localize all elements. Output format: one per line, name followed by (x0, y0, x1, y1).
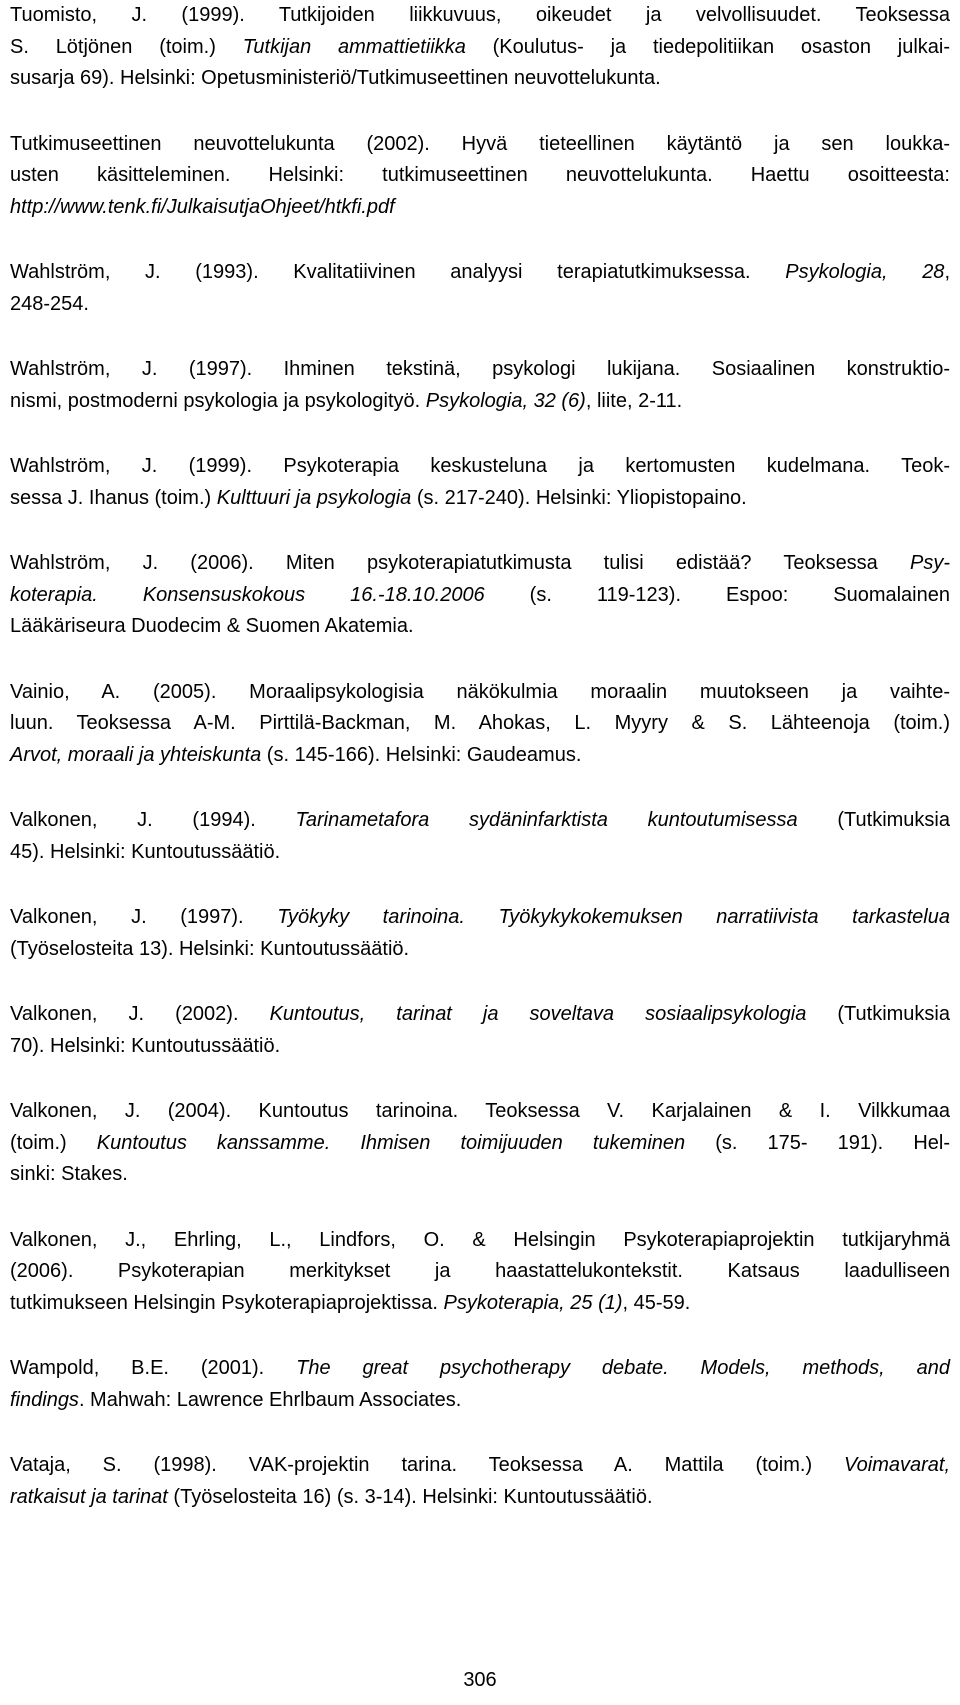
reference-line (10, 1288, 950, 1320)
reference-text: . Mahwah: Lawrence Ehrlbaum Associates. (78, 1388, 462, 1411)
reference-line (10, 1096, 950, 1128)
reference-line (10, 805, 950, 837)
italic-title-text: Psykologia, 28 (785, 261, 945, 283)
reference-spacer (10, 1319, 950, 1353)
reference-line (10, 999, 950, 1031)
reference-entry (10, 677, 950, 772)
reference-entry (10, 129, 950, 224)
reference-text: tutkimukseen Helsingin Psykoterapiaprojektissa. (10, 1291, 444, 1314)
reference-line (10, 1353, 950, 1385)
reference-entry (10, 451, 950, 514)
reference-line (10, 160, 950, 192)
reference-text: luun. Teoksessa A-M. Pirttilä-Backman, M. Ahokas, L. Myyry & S. Lähteenoja (toim.) (10, 712, 950, 734)
reference-text: 248-254. (10, 292, 89, 315)
reference-text: Valkonen, J. (2004). Kuntoutus tarinoina. Teoksessa V. Karjalainen & I. Vilkkumaa (10, 1100, 950, 1122)
italic-title-text: Työkyky tarinoina. Työkykykokemuksen narratiivista tarkastelua (277, 906, 950, 928)
italic-title-text: Kuntoutus, tarinat ja soveltava sosiaalipsykologia (269, 1003, 807, 1025)
reference-text: , 45-59. (622, 1291, 691, 1314)
italic-title-text: Tarinametafora sydäninfarktista kuntoutumisessa (295, 809, 798, 831)
reference-text: Valkonen, J. (1994). (10, 809, 296, 831)
reference-entry (10, 257, 950, 320)
reference-text: Tuomisto, J. (1999). Tutkijoiden liikkuvuus, oikeudet ja velvollisuudet. Teoksessa (10, 4, 950, 26)
reference-text: 45). Helsinki: Kuntoutussäätiö. (10, 840, 281, 863)
reference-text: Wahlström, J. (1999). Psykoterapia keskusteluna ja kertomusten kudelmana. Teok- (10, 455, 950, 477)
reference-line (10, 192, 950, 224)
reference-text: nismi, postmoderni psykologia ja psykologityö. (10, 389, 426, 412)
italic-title-text: Psy- (910, 552, 950, 574)
reference-text: sessa J. Ihanus (toim.) (10, 486, 217, 509)
reference-text: (Koulutus- ja tiedepolitiikan osaston julkai- (465, 35, 951, 58)
reference-text: sinki: Stakes. (10, 1163, 128, 1185)
reference-line (10, 1128, 950, 1160)
reference-entry (10, 902, 950, 965)
reference-line (10, 483, 950, 515)
reference-list (10, 0, 950, 1513)
reference-line (10, 1256, 950, 1288)
reference-entry (10, 354, 950, 417)
reference-entry (10, 0, 950, 95)
reference-line (10, 580, 950, 612)
reference-spacer (10, 95, 950, 129)
italic-title-text: Psykoterapia, 25 (1) (443, 1291, 623, 1314)
italic-title-text: The great psychotherapy debate. Models, methods, and (296, 1357, 950, 1379)
reference-spacer (10, 643, 950, 677)
reference-text: (Työselosteita 16) (s. 3-14). Helsinki: Kuntoutussäätiö. (167, 1485, 653, 1508)
page-number: 306 (463, 1669, 497, 1691)
italic-title-text: Kuntoutus kanssamme. Ihmisen toimijuuden tukeminen (96, 1131, 686, 1154)
italic-title-text: http://www.tenk.fi/JulkaisutjaOhjeet/htkfi.pdf (10, 195, 395, 218)
reference-text: (Työselosteita 13). Helsinki: Kuntoutussäätiö. (10, 937, 410, 960)
reference-text: (s. 175- 191). Hel- (685, 1131, 950, 1154)
italic-title-text: Psykologia, 32 (6) (425, 389, 586, 412)
reference-entry (10, 1225, 950, 1320)
reference-text: (s. 145-166). Helsinki: Gaudeamus. (261, 743, 582, 766)
reference-text: , liite, 2-11. (585, 389, 683, 412)
reference-text: (Tutkimuksia (797, 809, 950, 831)
reference-line (10, 740, 950, 772)
reference-line (10, 32, 950, 64)
reference-line (10, 708, 950, 740)
reference-text: Wahlström, J. (1993). Kvalitatiivinen analyysi terapiatutkimuksessa. (10, 261, 786, 283)
reference-line (10, 1385, 950, 1417)
reference-entry (10, 1096, 950, 1191)
reference-entry (10, 1450, 950, 1513)
reference-text: S. Lötjönen (toim.) (10, 35, 243, 58)
italic-title-text: findings (10, 1388, 79, 1411)
reference-line (10, 611, 950, 643)
reference-entry (10, 548, 950, 643)
reference-spacer (10, 868, 950, 902)
reference-line (10, 63, 950, 95)
reference-entry (10, 999, 950, 1062)
reference-text: Lääkäriseura Duodecim & Suomen Akatemia. (10, 615, 414, 637)
reference-line (10, 1159, 950, 1191)
reference-spacer (10, 320, 950, 354)
italic-title-text: Kulttuuri ja psykologia (216, 486, 412, 509)
reference-line (10, 934, 950, 966)
reference-text: Wampold, B.E. (2001). (10, 1357, 297, 1379)
reference-text: (Tutkimuksia (806, 1003, 950, 1025)
reference-line (10, 902, 950, 934)
reference-text: 70). Helsinki: Kuntoutussäätiö. (10, 1034, 281, 1057)
reference-text: (2006). Psykoterapian merkitykset ja haastattelukontekstit. Katsaus laadulliseen (10, 1260, 950, 1282)
reference-line (10, 0, 950, 32)
reference-text: Wahlström, J. (1997). Ihminen tekstinä, psykologi lukijana. Sosiaalinen konstruktio- (10, 358, 950, 380)
reference-spacer (10, 223, 950, 257)
reference-line (10, 354, 950, 386)
reference-text: Vataja, S. (1998). VAK-projektin tarina. Teoksessa A. Mattila (toim.) (10, 1454, 845, 1476)
reference-text: (toim.) (10, 1131, 97, 1154)
reference-text: susarja 69). Helsinki: Opetusministeriö/Tutkimuseettinen neuvottelukunta. (10, 67, 661, 89)
reference-text: Valkonen, J., Ehrling, L., Lindfors, O. & Helsingin Psykoterapiaprojektin tutkijaryhmä (10, 1228, 950, 1251)
reference-spacer (10, 771, 950, 805)
italic-title-text: koterapia. Konsensuskokous 16.-18.10.2006 (10, 583, 485, 606)
reference-text: (s. 217-240). Helsinki: Yliopistopaino. (411, 486, 747, 509)
reference-line (10, 1450, 950, 1482)
reference-line (10, 386, 950, 418)
reference-text: (s. 119-123). Espoo: Suomalainen (484, 583, 950, 606)
reference-line (10, 129, 950, 161)
reference-entry (10, 805, 950, 868)
reference-text: Tutkimuseettinen neuvottelukunta (2002). Hyvä tieteellinen käytäntö ja sen loukka- (10, 132, 950, 155)
italic-title-text: ratkaisut ja tarinat (10, 1485, 168, 1508)
italic-title-text: Tutkijan ammattietiikka (242, 35, 466, 58)
reference-spacer (10, 1062, 950, 1096)
reference-text: Valkonen, J. (1997). (10, 906, 278, 928)
reference-spacer (10, 965, 950, 999)
reference-line (10, 451, 950, 483)
reference-line (10, 677, 950, 709)
reference-spacer (10, 417, 950, 451)
reference-line (10, 1225, 950, 1257)
reference-text: Wahlström, J. (2006). Miten psykoterapiatutkimusta tulisi edistää? Teoksessa (10, 552, 910, 574)
reference-line (10, 1482, 950, 1514)
reference-spacer (10, 514, 950, 548)
reference-spacer (10, 1191, 950, 1225)
italic-title-text: Voimavarat, (844, 1454, 950, 1476)
reference-text: Vainio, A. (2005). Moraalipsykologisia näkökulmia moraalin muutokseen ja vaihte- (10, 680, 950, 703)
reference-line (10, 289, 950, 321)
reference-entry (10, 1353, 950, 1416)
reference-line (10, 837, 950, 869)
reference-line (10, 1031, 950, 1063)
reference-text: Valkonen, J. (2002). (10, 1003, 270, 1025)
reference-line (10, 548, 950, 580)
reference-line (10, 257, 950, 289)
reference-spacer (10, 1416, 950, 1450)
italic-title-text: Arvot, moraali ja yhteiskunta (10, 743, 262, 766)
reference-text: usten käsitteleminen. Helsinki: tutkimuseettinen neuvottelukunta. Haettu osoitteesta: (10, 164, 950, 186)
reference-text: , (944, 261, 950, 283)
